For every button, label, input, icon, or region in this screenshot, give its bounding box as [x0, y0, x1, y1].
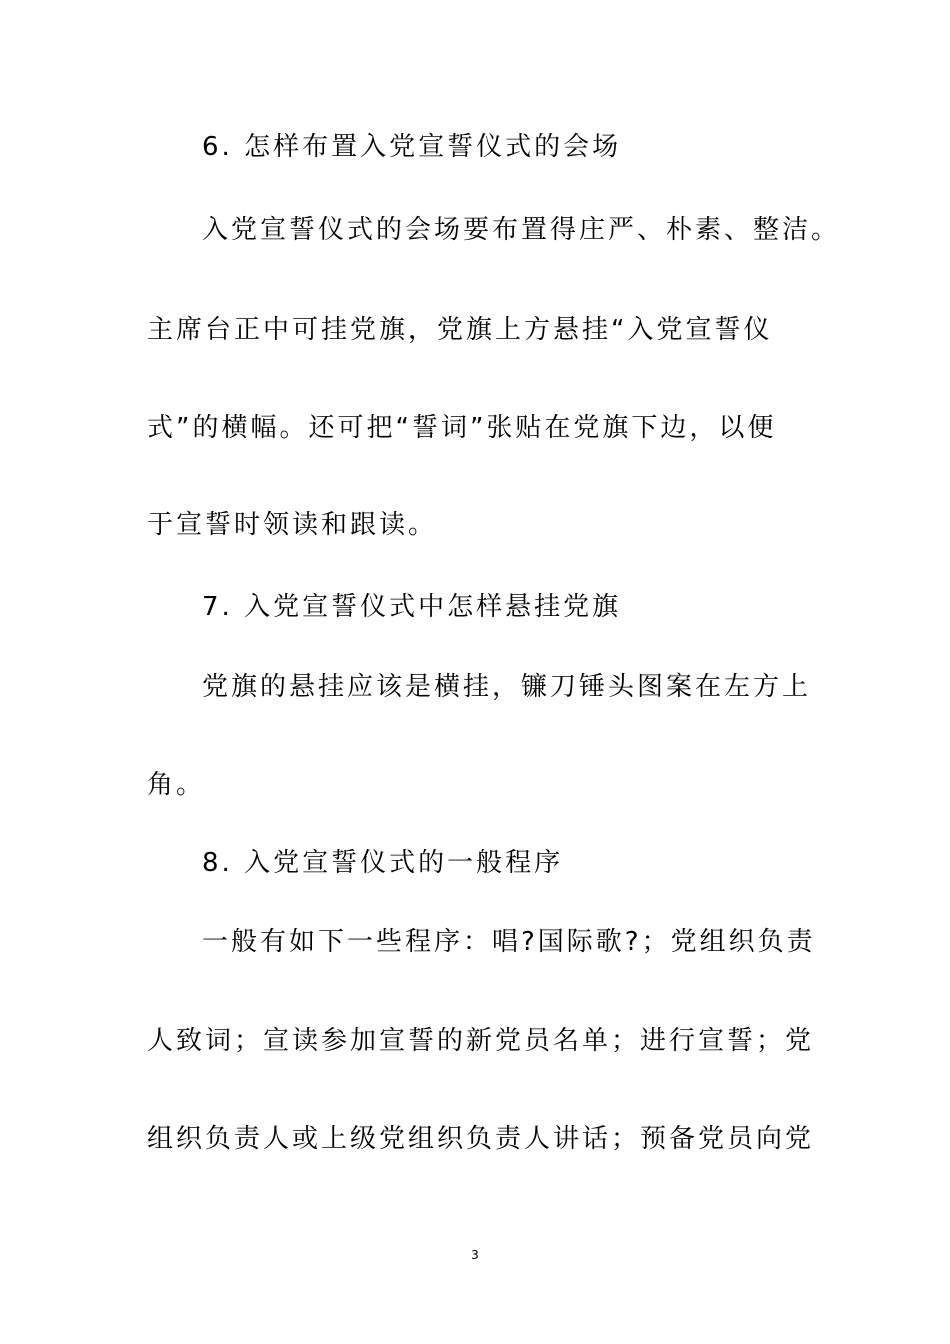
- heading-7: 7. 入党宣誓仪式中怎样悬挂党旗: [202, 592, 622, 622]
- paragraph-line: 党旗的悬挂应该是横挂，镰刀锤头图案在左方上: [202, 672, 812, 702]
- paragraph-line: 角。: [147, 770, 206, 800]
- paragraph-line: 式”的横幅。还可把“誓词”张贴在党旗下边，以便: [147, 413, 777, 443]
- paragraph-line: 主席台正中可挂党旗，党旗上方悬挂“入党宣誓仪: [147, 315, 773, 345]
- paragraph-line: 人致词；宣读参加宣誓的新党员名单；进行宣誓；党: [147, 1026, 815, 1056]
- heading-8: 8. 入党宣誓仪式的一般程序: [202, 848, 564, 878]
- heading-6: 6. 怎样布置入党宣誓仪式的会场: [202, 132, 622, 162]
- page-number: 3: [471, 1248, 479, 1262]
- paragraph-line: 一般有如下一些程序：唱?国际歌?；党组织负责: [202, 927, 816, 957]
- paragraph-line: 于宣誓时领读和跟读。: [147, 510, 438, 540]
- paragraph-line: 入党宣誓仪式的会场要布置得庄严、朴素、整洁。: [202, 215, 841, 245]
- paragraph-line: 组织负责人或上级党组织负责人讲话；预备党员向党: [147, 1124, 815, 1154]
